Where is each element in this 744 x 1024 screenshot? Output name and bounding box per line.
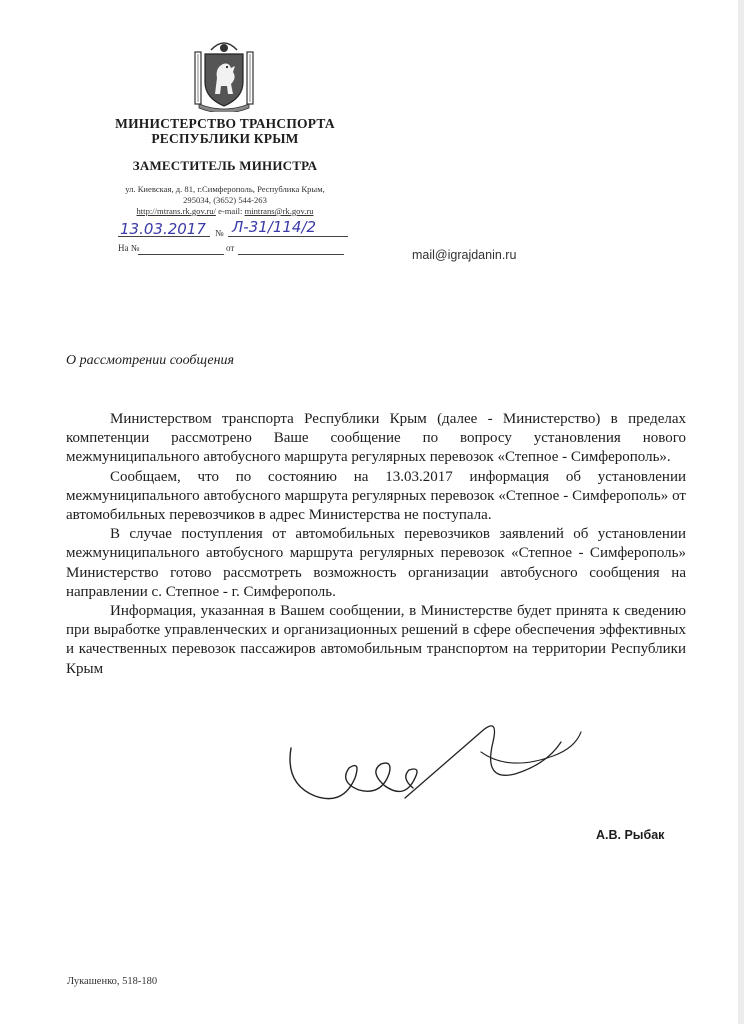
website-link[interactable]: http://mtrans.rk.gov.ru/ [136,206,216,216]
body-paragraph-1: Министерством транспорта Республики Крым (далее - Министерство) в пределах компетенции рассмотрено Ваше сообщение по вопросу установления нового межмуниципального автобусного маршрута регулярных перевозок «Степное - Симферополь». [66,411,686,466]
crimea-coat-of-arms-icon [193,38,255,112]
reply-to-label: На № [118,243,140,253]
position-title: ЗАМЕСТИТЕЛЬ МИНИСТРА [132,158,318,173]
body-paragraph-2: Сообщаем, что по состоянию на 13.03.2017 информация об установлении межмуниципального автобусного маршрута регулярных перевозок «Степное - Симферополь» от автомобильных перевозчиков в адрес Министерства не поступала. [66,468,686,524]
address-line2: 295034, (3652) 544-263 [183,195,267,205]
contacts-line [100,206,350,216]
subject-line: О рассмотрении сообщения [66,353,235,368]
from-label: от [226,243,235,253]
letter-body [66,410,686,679]
handwritten-number: Л-31/114/2 [232,218,317,236]
handwritten-signature-icon [285,712,585,822]
from-fill-line [238,242,344,255]
number-label: № [215,228,224,238]
org-name-line1: МИНИСТЕРСТВО ТРАНСПОРТА [115,116,335,131]
page-edge-shadow [738,0,744,1024]
reply-to-fill-line [138,242,224,255]
body-paragraph-4: Информация, указанная в Вашем сообщении, в Министерстве будет принята к сведению при выработке управленческих и организационных решений в сфере обеспечения эффективных и качественных перевозок пассажиров автомобильным транспортом на территории Республики Крым [66,603,686,677]
signer-name: А.В. Рыбак [596,828,665,842]
email-label: e-mail: [218,206,243,216]
handwritten-date: 13.03.2017 [120,220,206,238]
body-paragraph-3: В случае поступления от автомобильных перевозчиков заявлений об установлении межмуниципального автобусного маршрута регулярных перевозок «Степное - Симферополь» Министерство готово рассмотреть возможность организации автобусного сообщения на направлении с. Степное - г. Симферополь. [66,526,686,600]
address-line1: ул. Киевская, д. 81, г.Симферополь, Республика Крым, [125,184,325,194]
email-link[interactable]: mintrans@rk.gov.ru [244,206,314,216]
executor-note: Лукашенко, 518-180 [67,976,158,987]
recipient-email: mail@igrajdanin.ru [412,248,517,262]
org-name-line2: РЕСПУБЛИКИ КРЫМ [151,131,299,146]
